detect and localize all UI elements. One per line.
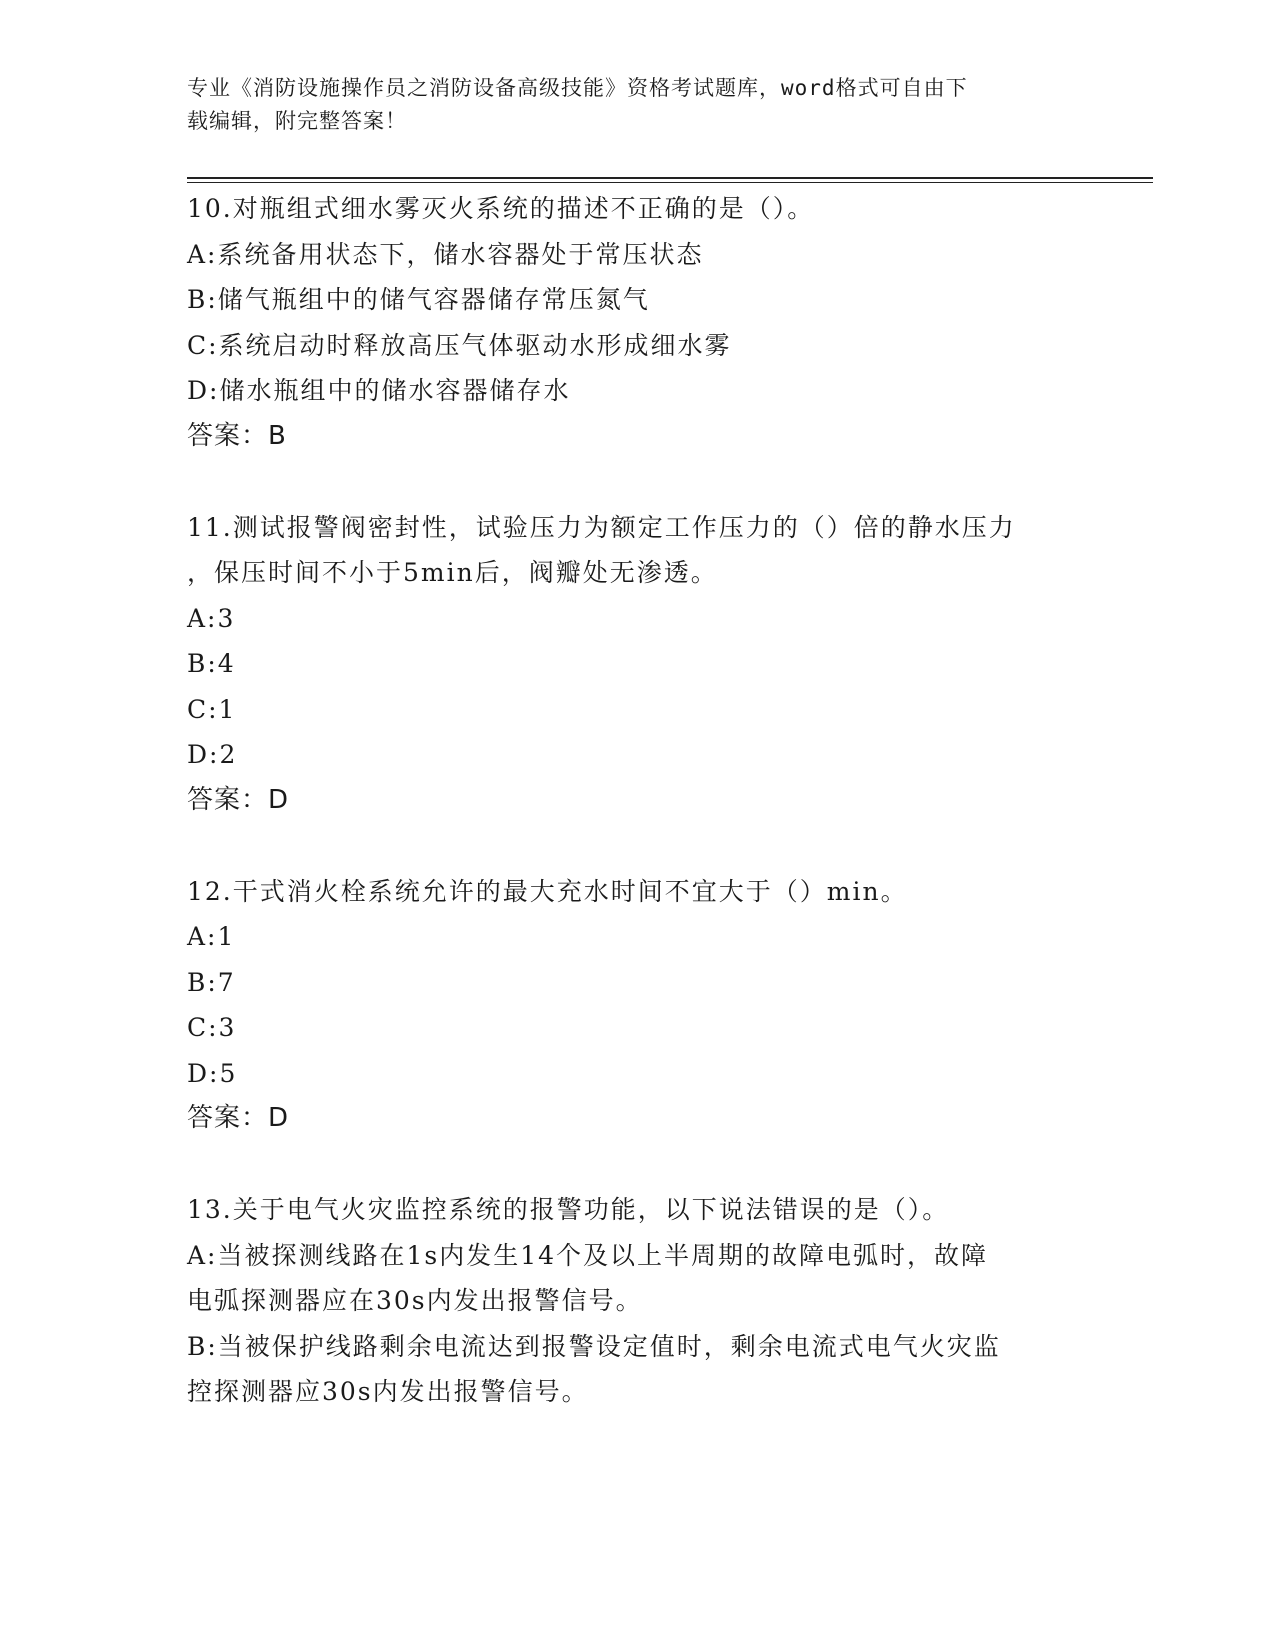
option-a-continued: 电弧探测器应在30s内发出报警信号。 xyxy=(187,1286,643,1315)
header-divider-thick xyxy=(187,177,1153,179)
option-a: A:1 xyxy=(187,922,236,951)
answer: 答案：D xyxy=(187,784,290,815)
header-line-1: 专业《消防设施操作员之消防设备高级技能》资格考试题库，word格式可自由下 xyxy=(187,76,968,100)
header-line-2: 载编辑，附完整答案！ xyxy=(187,109,407,133)
option-c: C:3 xyxy=(187,1013,237,1042)
spacer xyxy=(187,459,1087,505)
spacer xyxy=(187,823,1087,869)
option-b: B:储气瓶组中的储气容器储存常压氮气 xyxy=(187,285,650,314)
option-c: C:系统启动时释放高压气体驱动水形成细水雾 xyxy=(187,330,732,360)
option-a: A:3 xyxy=(187,603,236,633)
question-stem-continued: ，保压时间不小于5min后，阀瓣处无渗透。 xyxy=(187,558,718,587)
option-b: B:7 xyxy=(187,967,236,997)
spacer xyxy=(187,1142,1087,1188)
option-d: D:2 xyxy=(187,740,238,769)
answer: 答案：B xyxy=(187,420,287,451)
question-stem: 11.测试报警阀密封性，试验压力为额定工作压力的（）倍的静水压力 xyxy=(187,512,1016,542)
question-stem: 10.对瓶组式细水雾灭火系统的描述不正确的是（）。 xyxy=(187,194,815,223)
question-11 xyxy=(187,505,1087,824)
option-c: C:1 xyxy=(187,694,237,724)
question-stem: 12.干式消火栓系统允许的最大充水时间不宜大于（）min。 xyxy=(187,876,908,906)
document-header xyxy=(187,72,1067,138)
option-b: B:4 xyxy=(187,649,236,678)
option-d: D:储水瓶组中的储水容器储存水 xyxy=(187,376,571,405)
option-a: A:系统备用状态下，储水容器处于常压状态 xyxy=(187,239,704,269)
question-stem: 13.关于电气火灾监控系统的报警功能，以下说法错误的是（）。 xyxy=(187,1195,950,1224)
option-d: D:5 xyxy=(187,1058,238,1088)
answer: 答案：D xyxy=(187,1103,290,1133)
question-12 xyxy=(187,869,1087,1142)
header-divider-thin xyxy=(187,182,1153,183)
option-b: B:当被保护线路剩余电流达到报警设定值时，剩余电流式电气火灾监 xyxy=(187,1331,1001,1361)
option-b-continued: 控探测器应30s内发出报警信号。 xyxy=(187,1377,589,1406)
question-13 xyxy=(187,1187,1087,1415)
question-list xyxy=(187,186,1087,1415)
option-a: A:当被探测线路在1s内发生14个及以上半周期的故障电弧时，故障 xyxy=(187,1240,989,1270)
question-10 xyxy=(187,186,1087,459)
